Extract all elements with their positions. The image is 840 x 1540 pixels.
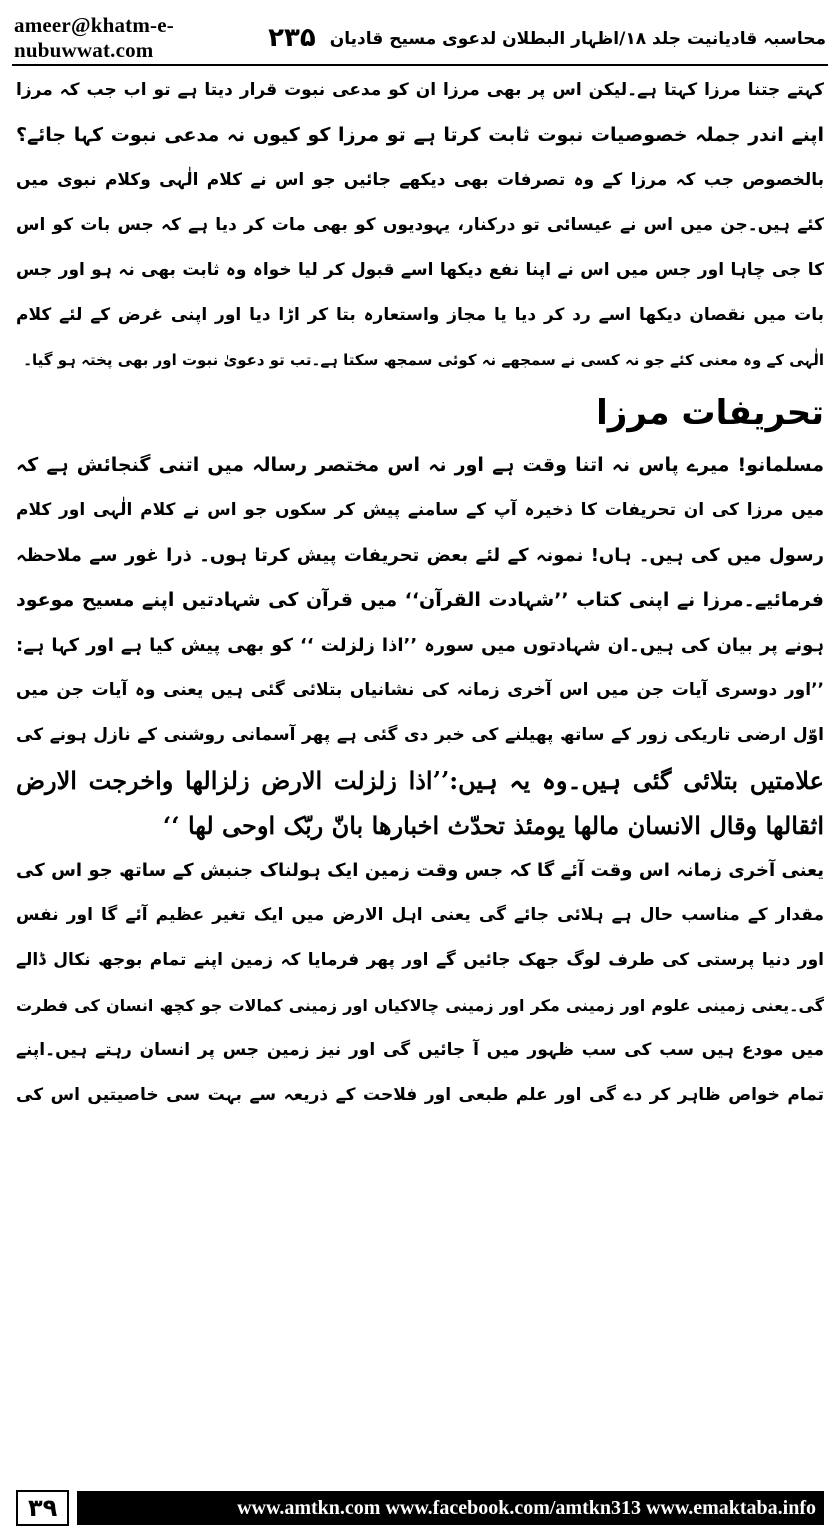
text-line: کا جی چاہا اور جس میں اس نے اپنا نفع دیکھا اسے قبول کر لیا خواہ وہ ثابت بھی نہ ہو اور جس bbox=[16, 260, 824, 280]
text-line: الٰہی کے وہ معنی کئے جو نہ کسی نے سمجھے نہ کوئی سمجھ سکتا ہے۔تب تو دعویٰ نبوت اور بھی پختہ ہو گیا۔ bbox=[23, 351, 824, 369]
text-line: کہتے جتنا مرزا کہتا ہے۔لیکن اس پر بھی مرزا ان کو مدعی نبوت قرار دیتا ہے تو اب جب کہ مرزا bbox=[16, 80, 824, 100]
text-line: ہونے پر بیان کی ہیں۔ان شہادتوں میں سورہ ’’اذا زلزلت ‘‘ کو بھی پیش کیا ہے اور کہا ہے: bbox=[16, 635, 824, 656]
text-line: اور دنیا پرستی کی طرف لوگ جھک جائیں گے اور پھر فرمایا کہ زمین اپنے تمام بوجھ نکال ڈالے bbox=[16, 950, 824, 970]
header-title-group bbox=[268, 23, 826, 53]
text-line: میں مرزا کی ان تحریفات کا ذخیرہ آپ کے سامنے پیش کر سکوں جو اس نے کلام الٰہی اور کلام bbox=[16, 500, 824, 520]
text-line: رسول میں کی ہیں۔ ہاں! نمونہ کے لئے بعض تحریفات پیش کرتا ہوں۔ ذرا غور سے ملاحظہ bbox=[16, 545, 824, 566]
header-email: ameer@khatm-e-nubuwwat.com bbox=[14, 13, 174, 62]
header-page-number: ۲۳۵ bbox=[268, 23, 316, 53]
text-line: یعنی آخری زمانہ اس وقت آئے گا کہ جس وقت زمین ایک ہولناک جنبش کے ساتھ جو اس کی bbox=[16, 860, 824, 881]
text-line: اپنے اندر جملہ خصوصیات نبوت ثابت کرتا ہے تو مرزا کو کیوں نہ مدعی نبوت کہا جائے؟ bbox=[16, 124, 824, 146]
section-heading: تحریفات مرزا bbox=[596, 393, 824, 433]
text-line: مقدار کے مناسب حال ہے ہلائی جائے گی یعنی اہل الارض میں ایک تغیر عظیم آئے گا اور نفس bbox=[16, 905, 824, 925]
footer-links[interactable]: www.amtkn.com www.facebook.com/amtkn313 www.emaktaba.info bbox=[77, 1491, 824, 1525]
text-line: فرمائیے۔مرزا نے اپنی کتاب ’’شہادت القرآن‘‘ میں قرآن کی شہادتیں اپنے مسیح موعود bbox=[16, 589, 824, 611]
quran-verse-line: علامتیں بتلائی گئی ہیں۔وہ یہ ہیں:’’اذا زلزلت الارض زلزالها واخرجت الارض bbox=[16, 766, 824, 795]
text-line: کئے ہیں۔جن میں اس نے عیسائی تو درکنار، یہودیوں کو بھی مات کر دیا ہے کہ جس بات کو اس bbox=[16, 215, 824, 235]
text-line: بالخصوص جب کہ مرزا کے وہ تصرفات بھی دیکھے جائیں جو اس نے کلام الٰہی وکلام نبوی میں bbox=[16, 170, 824, 190]
text-line: میں مودع ہیں سب کی سب ظہور میں آ جائیں گی اور نیز زمین جس پر انسان رہتے ہیں۔اپنے bbox=[16, 1040, 824, 1060]
page-footer bbox=[16, 1490, 824, 1526]
text-line: اوّل ارضی تاریکی زور کے ساتھ پھیلنے کی خبر دی گئی ہے پھر آسمانی روشنی کے نازل ہونے کی bbox=[16, 725, 824, 745]
text-line: تمام خواص ظاہر کر دے گی اور علم طبعی اور فلاحت کے ذریعہ سے بہت سی خاصیتیں اس کی bbox=[16, 1085, 824, 1105]
header-divider bbox=[12, 64, 828, 66]
page-header bbox=[14, 13, 826, 62]
text-line: بات میں نقصان دیکھا اسے رد کر دیا یا مجاز واستعارہ بتا کر اڑا دیا اور اپنی غرض کے لئے کلام bbox=[16, 305, 824, 325]
text-line: مسلمانو! میرے پاس نہ اتنا وقت ہے اور نہ اس مختصر رسالہ میں اتنی گنجائش ہے کہ bbox=[16, 454, 824, 476]
footer-page-number: ۳۹ bbox=[16, 1490, 69, 1526]
book-title: محاسبہ قادیانیت جلد ۱۸/اظہار البطلان لدعوی مسیح قادیان bbox=[329, 28, 826, 49]
page-body bbox=[16, 68, 824, 1118]
quran-verse-line: اثقالها وقال الانسان مالها یومئذ تحدّث اخبارها بانّ ربّک اوحی لها ‘‘ bbox=[162, 811, 824, 840]
text-line: ’’اور دوسری آیات جن میں اس آخری زمانہ کی نشانیاں بتلائی گئی ہیں یعنی وہ آیات جن میں bbox=[16, 680, 824, 700]
text-line: گی۔یعنی زمینی علوم اور زمینی مکر اور زمینی چالاکیاں اور زمینی کمالات جو کچھ انسان کی فطرت bbox=[16, 996, 824, 1015]
